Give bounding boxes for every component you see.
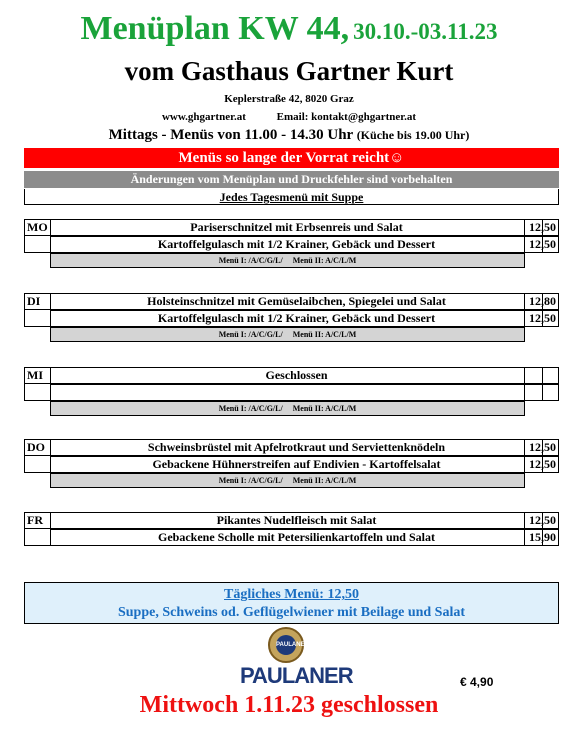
menu-row xyxy=(24,456,559,473)
dish-1: Holsteinschnitzel mit Gemüselaibchen, Spiegelei und Salat xyxy=(50,293,543,310)
allergen-1: Menü I: /A/C/G/L/ xyxy=(218,330,283,339)
opening-hours xyxy=(0,127,578,144)
allergen-row xyxy=(50,473,525,488)
menu-row xyxy=(24,439,559,456)
day-block-di xyxy=(24,293,559,339)
menu-row xyxy=(24,367,559,384)
soup-note xyxy=(24,189,559,205)
beer-price: € 4,90 xyxy=(460,675,494,689)
day-label: DO xyxy=(24,439,51,456)
allergen-1: Menü I: /A/C/G/L/ xyxy=(218,476,283,485)
email-link[interactable]: Email: kontakt@ghgartner.at xyxy=(276,111,417,123)
daily-menu-desc: Suppe, Schweins od. Geflügelwiener mit Beilage und Salat xyxy=(117,605,466,620)
soup-note-text: Jedes Tagesmenü mit Suppe xyxy=(219,190,364,204)
price-2: 15,90 xyxy=(524,529,559,546)
daily-menu-title: Tägliches Menü: 12,50 xyxy=(224,587,359,602)
menu-row xyxy=(24,293,559,310)
dish-1: Pariserschnitzel mit Erbsenreis und Salat xyxy=(50,219,543,236)
restaurant-name: vom Gasthaus Gartner Kurt xyxy=(124,56,454,86)
contact-row xyxy=(0,111,578,123)
allergen-2: Menü II: A/C/L/M xyxy=(292,476,357,485)
allergen-row xyxy=(50,327,525,342)
menu-row xyxy=(24,384,559,401)
day-label: MI xyxy=(24,367,51,384)
day-label: MO xyxy=(24,219,51,236)
dish-2: Kartoffelgulasch mit 1/2 Krainer, Gebäck und Dessert xyxy=(50,236,543,253)
dish-1: Pikantes Nudelfleisch mit Salat xyxy=(50,512,543,529)
day-block-mo xyxy=(24,219,559,265)
title-dates: 30.10.-03.11.23 xyxy=(353,19,498,44)
day-block-do xyxy=(24,439,559,485)
day-label: FR xyxy=(24,512,51,529)
allergen-2: Menü II: A/C/L/M xyxy=(292,330,357,339)
hours-main: Mittags - Menüs von 11.00 - 14.30 Uhr xyxy=(108,127,353,143)
dish-2: Gebackene Hühnerstreifen auf Endivien - Kartoffelsalat xyxy=(50,456,543,473)
dish-2: Gebackene Scholle mit Petersilienkartoffeln und Salat xyxy=(50,529,543,546)
banner-red: Menüs so lange der Vorrat reicht☺ xyxy=(24,148,559,168)
title-main: Menüplan KW 44, xyxy=(80,10,350,47)
paulaner-badge-text: PAULANER xyxy=(276,635,296,655)
allergen-2: Menü II: A/C/L/M xyxy=(292,404,357,413)
day-blank xyxy=(24,529,51,546)
price-1: 12,50 xyxy=(524,512,559,529)
menu-row xyxy=(24,236,559,253)
paulaner-badge-icon xyxy=(268,627,309,663)
allergen-1: Menü I: /A/C/G/L/ xyxy=(218,404,283,413)
menu-row xyxy=(24,529,559,546)
price-1 xyxy=(524,367,559,384)
menu-row xyxy=(24,219,559,236)
dish-2: Kartoffelgulasch mit 1/2 Krainer, Gebäck und Dessert xyxy=(50,310,543,327)
day-block-fr xyxy=(24,512,559,546)
menu-row xyxy=(24,512,559,529)
allergen-row xyxy=(50,401,525,416)
day-blank xyxy=(24,310,51,327)
dish-1: Geschlossen xyxy=(50,367,543,384)
price-2: 12,50 xyxy=(524,236,559,253)
day-blank xyxy=(24,236,51,253)
allergen-row xyxy=(50,253,525,268)
paulaner-logo: PAULANER xyxy=(240,663,353,688)
day-block-mi xyxy=(24,367,559,413)
dish-1: Schweinsbrüstel mit Apfelrotkraut und Serviettenknödeln xyxy=(50,439,543,456)
banner-grey: Änderungen vom Menüplan und Druckfehler sind vorbehalten xyxy=(24,171,559,188)
closed-notice: Mittwoch 1.11.23 geschlossen xyxy=(139,692,439,718)
day-blank xyxy=(24,384,51,401)
page-title xyxy=(0,10,578,48)
day-blank xyxy=(24,456,51,473)
website-link[interactable]: www.ghgartner.at xyxy=(161,111,246,123)
price-1: 12,80 xyxy=(524,293,559,310)
hours-note: (Küche bis 19.00 Uhr) xyxy=(356,128,470,142)
menu-row xyxy=(24,310,559,327)
price-1: 12,50 xyxy=(524,219,559,236)
allergen-2: Menü II: A/C/L/M xyxy=(292,256,357,265)
address: Keplerstraße 42, 8020 Graz xyxy=(224,93,354,105)
allergen-1: Menü I: /A/C/G/L/ xyxy=(218,256,283,265)
price-1: 12,50 xyxy=(524,439,559,456)
dish-2 xyxy=(50,384,543,401)
day-label: DI xyxy=(24,293,51,310)
price-2: 12,50 xyxy=(524,310,559,327)
price-2 xyxy=(524,384,559,401)
daily-menu-box xyxy=(24,582,559,624)
price-2: 12,50 xyxy=(524,456,559,473)
